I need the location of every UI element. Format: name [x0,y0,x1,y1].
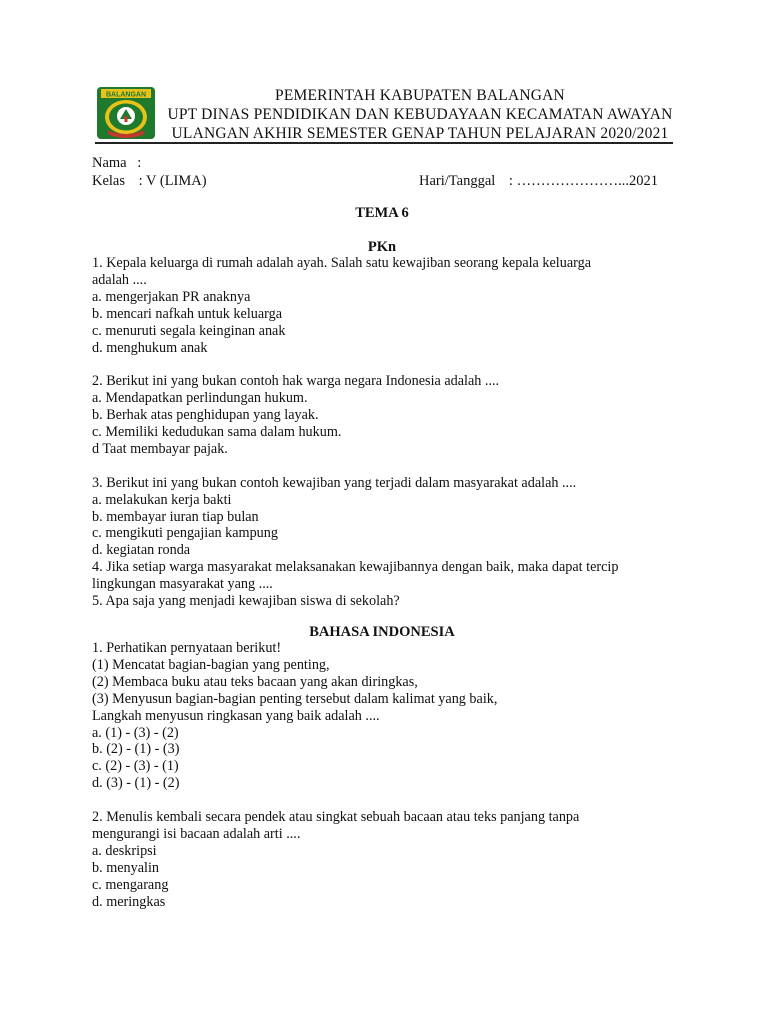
letterhead [160,86,680,143]
question-line: d Taat membayar pajak. [92,440,228,457]
question-line: 2. Berikut ini yang bukan contoh hak warga negara Indonesia adalah .... [92,373,500,390]
kelas-value: : V (LIMA) [138,173,207,189]
header-divider [95,142,673,144]
question-line: 1. Kepala keluarga di rumah adalah ayah. Salah satu kewajiban seorang kepala keluarga [92,255,591,271]
question-line: c. mengikuti pengajian kampung [92,525,278,542]
question-line: 3. Berikut ini yang bukan contoh kewajiban yang terjadi dalam masyarakat adalah .... [92,474,577,491]
header-department: UPT DINAS PENDIDIKAN DAN KEBUDAYAAN KECAMATAN AWAYAN [167,106,673,123]
question-line: d. meringkas [92,893,166,910]
tanggal-row [419,172,658,190]
question-line: b. menyalin [92,859,159,876]
bahasa-indonesia-questions [92,640,674,910]
header-exam-title: ULANGAN AKHIR SEMESTER GENAP TAHUN PELAJARAN 2020/2021 [171,125,669,142]
balangan-logo [95,86,157,140]
nama-colon: : [137,155,142,171]
balangan-emblem-icon [95,86,157,140]
question-line: d. menghukum anak [92,339,208,356]
hari-tanggal-value: : …………………...2021 [508,173,658,189]
question-line: a. melakukan kerja bakti [92,491,232,508]
question-line: 1. Perhatikan pernyataan berikut! [92,640,282,656]
question-line: d. kegiatan ronda [92,542,191,559]
logo-text: BALANGAN [105,91,147,99]
question-line: Langkah menyusun ringkasan yang baik adalah .... [92,707,380,724]
blank-line [92,356,674,373]
blank-line [92,792,674,809]
section-title-pkn: PKn [367,239,397,255]
tema-title: TEMA 6 [355,205,409,221]
hari-tanggal-label: Hari/Tanggal [419,173,496,189]
question-line: mengurangi isi bacaan adalah arti .... [92,825,301,842]
pkn-questions [92,255,674,610]
question-line: a. (1) - (3) - (2) [92,724,179,741]
question-line: d. (3) - (1) - (2) [92,775,180,792]
question-line: (1) Mencatat bagian-bagian yang penting, [92,656,330,673]
question-line: c. (2) - (3) - (1) [92,758,179,775]
question-line: b. membayar iuran tiap bulan [92,508,259,525]
question-line: 4. Jika setiap warga masyarakat melaksanakan kewajibannya dengan baik, maka dapat tercip [92,559,619,576]
nama-row [92,154,141,172]
question-line: c. menuruti segala keinginan anak [92,322,286,339]
question-line: b. Berhak atas penghidupan yang layak. [92,407,319,424]
question-line: c. mengarang [92,876,169,893]
blank-line [92,458,674,475]
question-line: b. mencari nafkah untuk keluarga [92,305,283,322]
kelas-label: Kelas [92,173,126,189]
question-line: (3) Menyusun bagian-bagian penting tersebut dalam kalimat yang baik, [92,690,498,707]
question-line: a. Mendapatkan perlindungan hukum. [92,390,308,407]
question-line: (2) Membaca buku atau teks bacaan yang akan diringkas, [92,673,418,690]
section-title-bahasa-indonesia: BAHASA INDONESIA [309,624,455,640]
question-line: adalah .... [92,271,147,288]
question-line: a. mengerjakan PR anaknya [92,288,251,305]
nama-label: Nama [92,155,127,171]
question-line: c. Memiliki kedudukan sama dalam hukum. [92,424,342,441]
question-line: a. deskripsi [92,842,157,859]
question-line: lingkungan masyarakat yang .... [92,576,273,593]
question-line: 2. Menulis kembali secara pendek atau singkat sebuah bacaan atau teks panjang tanpa [92,809,580,826]
question-line: b. (2) - (1) - (3) [92,741,180,758]
question-line: 5. Apa saja yang menjadi kewajiban siswa di sekolah? [92,593,400,610]
kelas-row [92,172,207,190]
header-government: PEMERINTAH KABUPATEN BALANGAN [275,87,565,104]
